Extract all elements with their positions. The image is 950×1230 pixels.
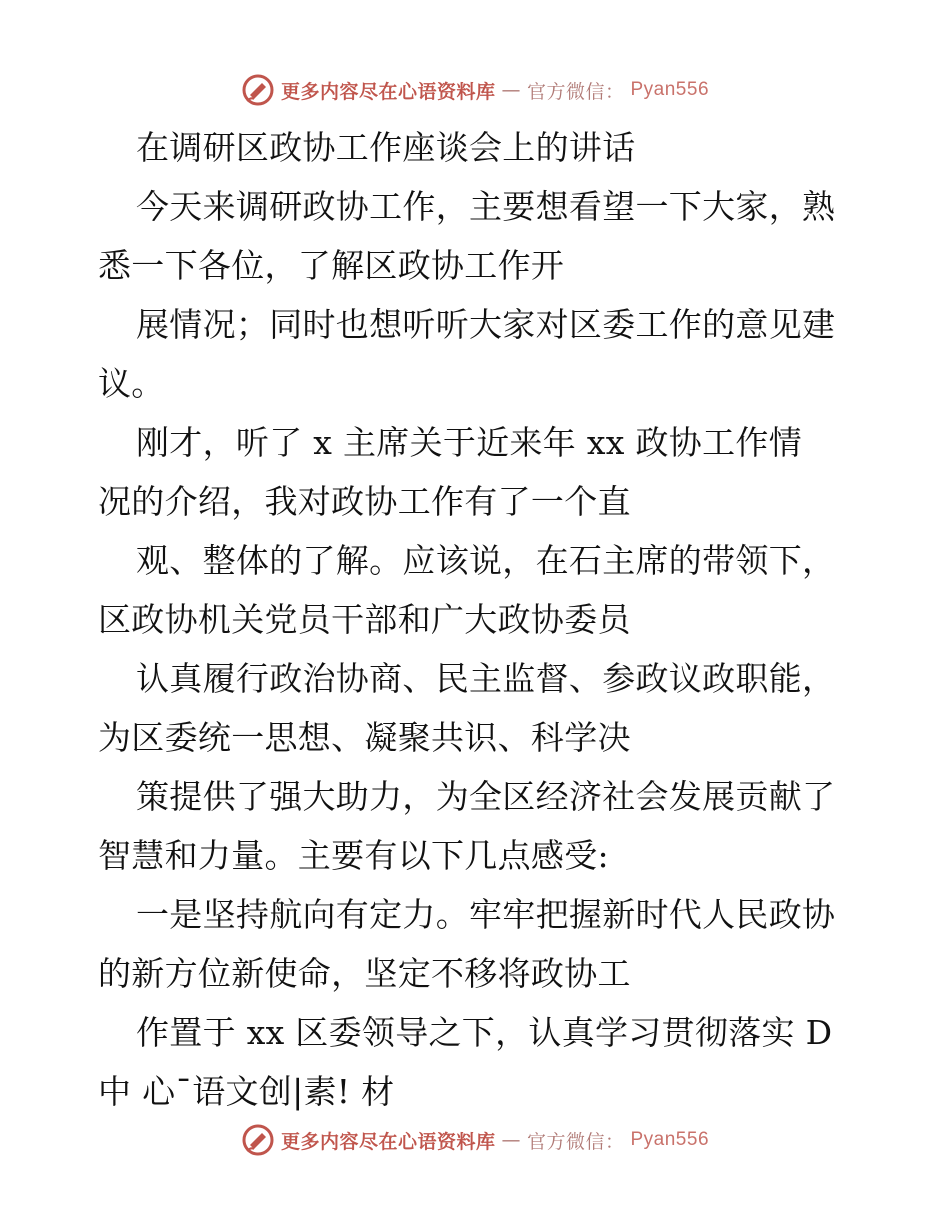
document-text-line: 今天来调研政协工作，主要想看望一下大家，熟 bbox=[136, 187, 836, 226]
document-text-line: 区政协机关党员干部和广大政协委员 bbox=[98, 600, 631, 639]
watermark-separator: — bbox=[501, 79, 521, 101]
watermark-separator: — bbox=[501, 1129, 521, 1151]
document-text-line: 悉一下各位，了解区政协工作开 bbox=[98, 246, 565, 285]
document-text-line: 作置于 xx 区委领导之下，认真学习贯彻落实 D bbox=[136, 1013, 833, 1052]
watermark-header bbox=[0, 72, 950, 108]
document-text-line: 策提供了强大助力，为全区经济社会发展贡献了 bbox=[136, 777, 836, 816]
watermark-main-text: 更多内容尽在心语资料库 bbox=[280, 1130, 496, 1153]
document-text-line: 议。 bbox=[98, 364, 165, 403]
document-text-line: 况的介绍，我对政协工作有了一个直 bbox=[98, 482, 631, 521]
document-text-line: 展情况；同时也想听听大家对区委工作的意见建 bbox=[136, 305, 836, 344]
watermark-account: Pyan556 bbox=[630, 1129, 710, 1150]
document-text-line: 的新方位新使命，坚定不移将政协工 bbox=[98, 954, 631, 993]
watermark-main-text: 更多内容尽在心语资料库 bbox=[280, 80, 496, 103]
document-text-line: 中 心¯语文创|素! 材 bbox=[98, 1072, 395, 1111]
document-text-line: 一是坚持航向有定力。牢牢把握新时代人民政协 bbox=[136, 895, 836, 934]
document-title-line: 在调研区政协工作座谈会上的讲话 bbox=[136, 128, 636, 167]
document-text-line: 智慧和力量。主要有以下几点感受: bbox=[98, 836, 609, 875]
watermark-label: 官方微信： bbox=[526, 80, 625, 103]
book-pen-logo-icon bbox=[241, 1123, 275, 1157]
watermark-footer bbox=[0, 1122, 950, 1158]
document-body bbox=[98, 118, 858, 1121]
document-text-line: 认真履行政治协商、民主监督、参政议政职能， bbox=[136, 659, 836, 698]
book-pen-logo-icon bbox=[241, 73, 275, 107]
watermark-label: 官方微信： bbox=[526, 1130, 625, 1153]
document-text-line: 为区委统一思想、凝聚共识、科学决 bbox=[98, 718, 631, 757]
document-text-line: 刚才，听了 x 主席关于近来年 xx 政协工作情 bbox=[136, 423, 802, 462]
watermark-account: Pyan556 bbox=[630, 79, 710, 100]
document-text-line: 观、整体的了解。应该说，在石主席的带领下， bbox=[136, 541, 836, 580]
